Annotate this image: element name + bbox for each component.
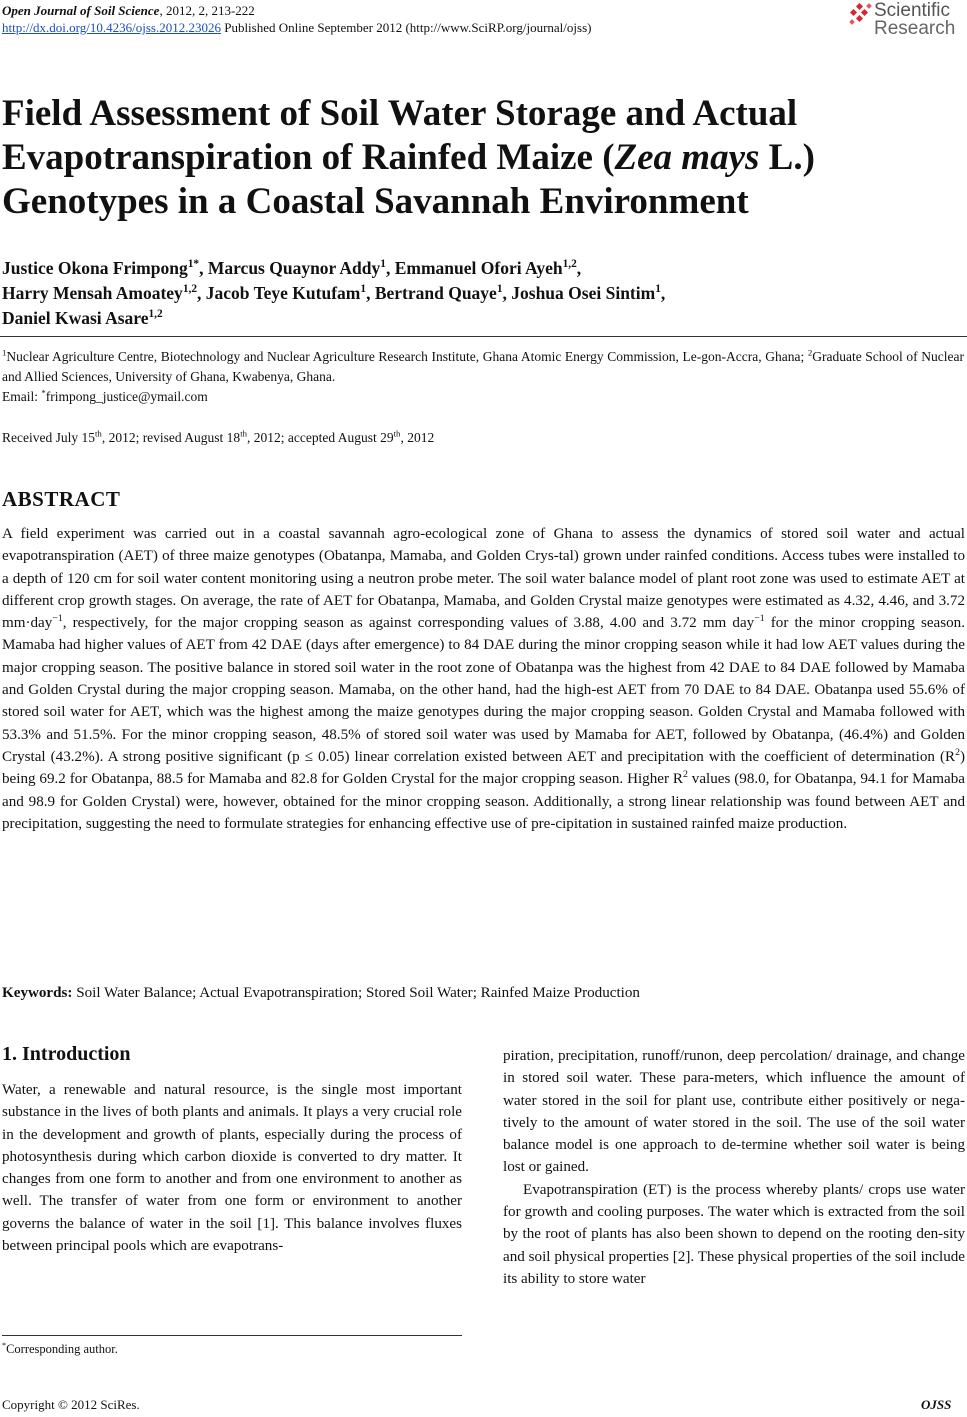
published-info: Published Online September 2012 (http://www.SciRP.org/journal/ojss) bbox=[220, 20, 592, 35]
affiliations: $^1$Nuclear Agriculture Centre, Biotechnology and Nuclear Agriculture Research Institute, Ghana Atomic Energy Commission, Le-gon-Accra, Ghana; $^2$Graduate School of Nuclear and Allied Sciences, University of Ghana, Kwabenya, Ghana. Email: *frimpong_justice@ymail.com bbox=[2, 347, 964, 404]
author: Joshua Osei Sintim bbox=[511, 283, 656, 303]
journal-header bbox=[2, 3, 255, 19]
doi-line bbox=[2, 20, 591, 36]
author-list: Justice Okona Frimpong$^{1*}$, Marcus Quaynor Addy$^1$, Emmanuel Ofori Ayeh$^{1,2}$, Harry Mensah Amoatey$^{1,2}$, Jacob Teye Kutufam$^1$, Bertrand Quaye$^1$, Joshua Osei Sintim$^1$, Daniel Kwasi Asare$^{1,2}$ bbox=[2, 258, 666, 328]
header-divider bbox=[0, 336, 967, 337]
keywords-text: Soil Water Balance; Actual Evapotranspiration; Stored Soil Water; Rainfed Maize Production bbox=[72, 985, 640, 1001]
author: Justice Okona Frimpong bbox=[2, 258, 188, 278]
footnote: *Corresponding author. bbox=[2, 1340, 118, 1356]
copyright: Copyright © 2012 SciRes. bbox=[2, 1397, 140, 1412]
logo-line1: Scientific bbox=[874, 0, 951, 21]
paragraph: piration, precipitation, runoff/runon, deep percolation/ drainage, and change in stored soil water. These para-meters, which influence the amount of water stored in the soil for plant use, contribute either positively or nega-tively to the amount of water stored in the soil. The use of the soil water balance model is one approach to de-termine whether soil water is being lost or gained. bbox=[503, 1048, 965, 1176]
logo-text bbox=[874, 2, 955, 38]
keywords-label: Keywords: bbox=[2, 985, 73, 1001]
section-heading-introduction: 1. Introduction bbox=[2, 1043, 131, 1065]
intro-left-column: Water, a renewable and natural resource, is the single most important substance in the lives of both plants and animals. It plays a very crucial role in the development and growth of plants, especially during the process of photosynthesis during which carbon dioxide is converted to dry matter. It changes from one form to another and from one environment to another as well. The transfer of water from one form or environment to another governs the balance of water in the soil [1]. This balance involves fluxes between principal pools which are evapotrans- bbox=[2, 1082, 462, 1255]
author: Daniel Kwasi Asare bbox=[2, 308, 149, 328]
email-address[interactable]: frimpong_justice@ymail.com bbox=[45, 389, 208, 404]
publisher-logo bbox=[848, 0, 966, 44]
paper-title: Field Assessment of Soil Water Storage and Actual Evapotranspiration of Rainfed Maize (Zea mays L.) Genotypes in a Coastal Savannah Environment bbox=[2, 93, 815, 222]
logo-line2: Research bbox=[874, 18, 956, 39]
abstract-text: A field experiment was carried out in a coastal savannah agro-ecological zone of Ghana to assess the dynamics of stored soil water and actual evapotranspiration (AET) of three maize genotypes (Obatanpa, Mamaba, and Golden Crys-tal) grown under rainfed conditions. Access tubes were installed to a depth of 120 cm for soil water content monitoring using a neutron probe meter. The soil water balance model of plant root zone was used to estimate AET at different crop growth stages. On average, the rate of AET for Obatanpa, Mamaba, and Golden Crystal maize genotypes were estimated as 4.32, 4.46, and 3.72 mm·day$^{-1}$, respectively, for the major cropping season as against corresponding values of 3.88, 4.00 and 3.72 mm day$^{-1}$ for the minor cropping season. Mamaba had higher values of AET from 42 DAE (days after emergence) to 84 DAE during the minor cropping season while it had low AET values during the major cropping season. The positive balance in stored soil water in the root zone of Obatanpa was the highest from 42 DAE to 84 DAE followed by Mamaba and Golden Crystal during the major cropping season. Mamaba, on the other hand, had the high-est AET from 70 DAE to 84 DAE. Obatanpa used 55.6% of stored soil water for AET, which was the highest among the maize genotypes during the major cropping season. Golden Crystal and Mamaba followed with 53.3% and 51.5%. For the minor cropping season, 48.5% of stored soil water was used by Mamaba for AET, followed by Obatanpa, (46.4%) and Golden Crystal (43.2%). A strong positive significant (p ≤ 0.05) linear correlation existed between AET and precipitation with the coefficient of determination $(R^2)$ being 69.2 for Obatanpa, 88.5 for Mamaba and 82.8 for Golden Crystal for the major cropping season. Higher $R^2$ values (98.0, for Obatanpa, 94.1 for Mamaba and 98.9 for Golden Crystal) were, however, obtained for the minor cropping season. Additionally, a strong linear relationship was found between AET and precipitation, suggesting the need to formulate strategies for enhancing effective use of pre-cipitation in sustained rainfed maize production. bbox=[2, 526, 965, 832]
species-name: Zea mays bbox=[614, 137, 760, 178]
keywords bbox=[2, 985, 965, 1002]
author: Emmanuel Ofori Ayeh bbox=[394, 258, 563, 278]
footnote-divider bbox=[2, 1335, 462, 1336]
journal-abbreviation: OJSS bbox=[921, 1397, 952, 1412]
intro-right-column bbox=[503, 1045, 965, 1290]
author: Jacob Teye Kutufam bbox=[205, 283, 361, 303]
author: Marcus Quaynor Addy bbox=[207, 258, 381, 278]
journal-volume: , 2012, 2, 213-222 bbox=[159, 3, 255, 18]
abstract-heading: ABSTRACT bbox=[2, 487, 121, 511]
logo-diamond-icon bbox=[848, 3, 874, 29]
journal-name: Open Journal of Soil Science bbox=[2, 3, 160, 18]
author: Harry Mensah Amoatey bbox=[2, 283, 183, 303]
doi-link[interactable]: http://dx.doi.org/10.4236/ojss.2012.23026 bbox=[2, 20, 221, 35]
paragraph: Evapotranspiration (ET) is the process whereby plants/ crops use water for growth and cooling purposes. The water which is extracted from the soil by the root of plants has also been shown to depend on the rooting den-sity and soil physical properties [2]. These physical properties of the soil include its ability to store water bbox=[503, 1181, 965, 1287]
received-dates: Received July 15th, 2012; revised August 18th, 2012; accepted August 29th, 2012 bbox=[2, 428, 435, 445]
author: Bertrand Quaye bbox=[374, 283, 497, 303]
